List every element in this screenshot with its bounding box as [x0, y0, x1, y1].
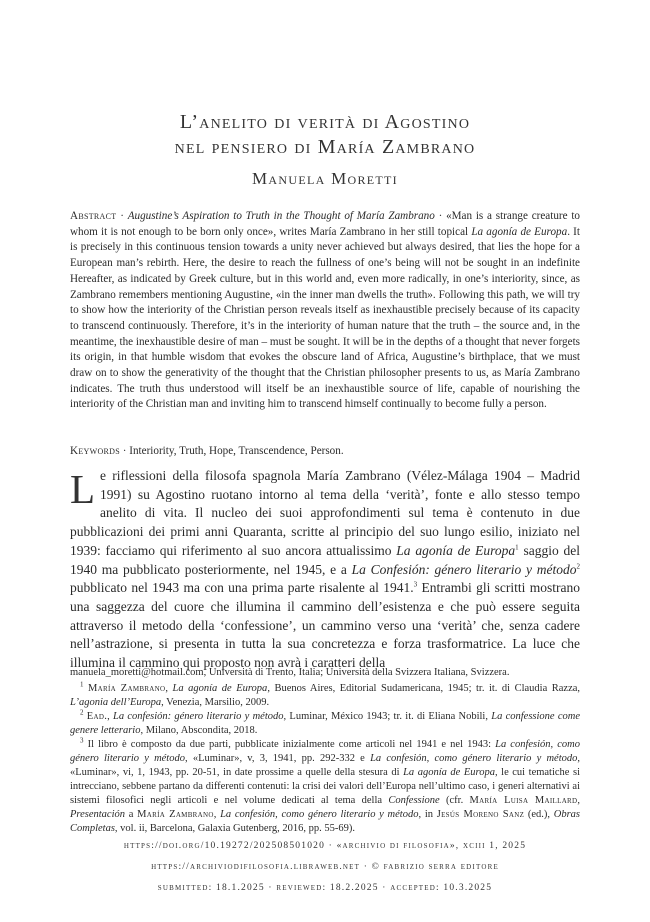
- footnote-3-c: , «Luminar», v, 3, 1941, pp. 292-332 e: [184, 753, 371, 764]
- keywords-text: Interiority, Truth, Hope, Transcendence, Person.: [129, 445, 344, 457]
- article-title-line-2: nel pensiero di María Zambrano: [174, 136, 476, 158]
- abstract-label: Abstract: [70, 210, 117, 222]
- footnote-2-sep: ,: [107, 711, 114, 722]
- footnote-3-e: , «Luminar», vi, 1, 1943, pp. 20-51, in date prossime a quelle della stesura di: [70, 753, 580, 778]
- footnote-2-rest-b: , Milano, Abscondita, 2018.: [140, 725, 258, 736]
- footnote-1-title: La agonía de Europa: [172, 683, 268, 694]
- author-affiliation-note: manuela_moretti@hotmail.com, Università di Trento, Italia; Università della Svizzera Italiana, Svizzera.: [70, 667, 510, 678]
- footnote-3-l: Presentación: [70, 809, 126, 820]
- footnote-3-k: ,: [577, 795, 580, 806]
- body-italic-2: La Confesión: género literario y método: [351, 561, 577, 577]
- footnote-3: [70, 738, 580, 836]
- footnote-3-m: a: [125, 809, 138, 820]
- publisher-url-line[interactable]: https://archiviodifilosofia.libraweb.net · © fabrizio serra editore: [151, 862, 499, 872]
- article-title-line-1: L’anelito di verità di Agostino: [179, 111, 471, 133]
- body-paragraph: [70, 467, 580, 673]
- footnote-2-rest-a: , Luminar, México 1943; tr. it. di Eliana Nobili,: [283, 711, 492, 722]
- footnote-3-number: 3: [80, 736, 84, 745]
- footnote-3-b: La confesión, como género literario y método: [70, 739, 580, 764]
- footnote-1-rest-b: , Venezia, Marsilio, 2009.: [161, 697, 270, 708]
- footnote-3-g: , le cui tematiche si intrecciano, sebbene partano da differenti contenuti: la crisi dei valori dell’Europa nell’ultimo caso, i generi alternativi ai sistemi filosofici negli articoli e nel volume dedicati al tema della: [70, 767, 581, 806]
- body-italic-1: La agonía de Europa: [396, 542, 516, 558]
- footnote-3-r: Jesús Moreno Sanz: [436, 809, 525, 820]
- author-name: Manuela Moretti: [252, 169, 398, 188]
- footnote-3-a: Il libro è composto da due parti, pubblicate inizialmente come articoli nel 1941 e nel 1943:: [83, 739, 496, 750]
- abstract-english-title: Augustine’s Aspiration to Truth in the Thought of María Zambrano: [127, 210, 435, 222]
- footnote-ref-2[interactable]: 2: [576, 562, 580, 571]
- keywords: [70, 445, 580, 457]
- footnote-1-sep: ,: [165, 683, 173, 694]
- footnote-2-number: 2: [80, 708, 84, 717]
- keywords-separator: ·: [120, 445, 130, 457]
- footnotes: [70, 666, 580, 836]
- footnote-3-p: La confesión, como género literario y método: [220, 809, 419, 820]
- footnote-3-j: María Luisa Maillard: [469, 795, 578, 806]
- footnote-3-t: Obras Completas: [70, 809, 581, 834]
- footnote-2-author: Ead.: [86, 711, 108, 722]
- footnote-ref-3[interactable]: 3: [413, 580, 418, 589]
- abstract-separator-2: ·: [434, 210, 447, 222]
- body-text-3: pubblicato nel 1943 ma con una prima parte risalente al 1941.: [70, 580, 414, 596]
- footnote-3-d: La confesión, como género literario y método: [370, 753, 578, 764]
- footnote-1-rest-a: , Buenos Aires, Editorial Sudamericana, 1945; tr. it. di Claudia Razza,: [267, 683, 581, 694]
- drop-cap: L: [70, 466, 96, 512]
- abstract: [70, 209, 580, 413]
- footnote-1-title-it: L’agonia dell’Europa: [70, 697, 162, 708]
- footnote-3-q: , in: [418, 809, 437, 820]
- footnote-2-title: La confesión: género literario y método: [113, 711, 284, 722]
- footnote-3-h: Confessione: [388, 795, 440, 806]
- submission-dates-line: submitted: 18.1.2025 · reviewed: 18.2.2025 · accepted: 10.3.2025: [157, 883, 493, 893]
- footnote-2: [70, 710, 580, 738]
- abstract-separator-1: ·: [116, 210, 128, 222]
- body-text-4: Entrambi gli scritti mostrano una saggezza del cuore che illumina il cammino dell’esistenza e che può essere seguita attraverso il metodo della ‘confessione’, un cammino verso una ‘verità’ che, senza cadere nell’astrazione, si presenta in tutta la sua concretezza e forza trasformatrice. La luce che illumina il cammino qui proposto non avrà i caratteri della: [70, 580, 580, 671]
- footnote-3-o: ,: [213, 809, 221, 820]
- footnote-3-s: (ed.),: [524, 809, 554, 820]
- footnote-3-i: (cfr.: [439, 795, 470, 806]
- footnote-1: [70, 682, 580, 710]
- abstract-book-title: La agonía de Europa: [471, 225, 568, 238]
- footnote-3-u: , vol. ii, Barcelona, Galaxia Gutenberg, 2016, pp. 55-69).: [114, 823, 356, 834]
- keywords-label: Keywords: [70, 445, 120, 457]
- body-text-2: saggio del 1940 ma pubblicato posteriormente, nel 1945, e a: [70, 542, 581, 577]
- footnote-ref-1[interactable]: 1: [515, 543, 519, 552]
- abstract-text-b: . It is precisely in this continuous tension towards a unity never achieved but always desired, that lies the hope for a European man’s rebirth. Here, the desire to reach the fullness of one’s being will not be sought in an indefinite Hereafter, as indicated by Greek culture, but in this world and, even more radically, in one’s interiority, since, as Zambrano remembers mentioning Augustine, «in the inner man dwells the truth». Following this path, we will try to show how the interiority of the Christian person reveals itself as inexhaustible precisely because of its capacity to transcend continuously. Therefore, it’s in the interiority of human nature that the truth – the source and, in the meantime, the inexhaustible desire of man – must be sought. It will be in the depths of a thought that never forgets its origin, in that humble wisdom that evokes the obscure land of Africa, Augustine’s birthplace, that we must draw on to show the generativity of the thought that the Christian philosopher presents to us, as María Zambrano indicates. The truth thus understood will itself be an inexhaustible source of life, capable of nourishing the interiority of the Christian man and inviting him to transcend himself continually to become fully a person.: [70, 225, 580, 411]
- footnote-2-title-it: La confessione come genere letterario: [70, 711, 581, 736]
- footnote-3-n: María Zambrano: [137, 809, 214, 820]
- body-text-1: e riflessioni della filosofa spagnola María Zambrano (Vélez-Málaga 1904 – Madrid 1991) su Agostino ruotano intorno al tema della ‘verità’, fonte e allo stesso tempo anelito di vita. Il nucleo dei suoi approfondimenti sul tema è contenuto in due pubblicazioni dei primi anni Quaranta, scritte al principio del suo lungo esilio, iniziato nel 1939: facciamo qui riferimento al suo ancora attualissimo: [70, 468, 580, 558]
- footnote-1-number: 1: [80, 680, 84, 689]
- footnote-1-author: María Zambrano: [88, 683, 166, 694]
- abstract-text-a: «Man is a strange creature to whom it is not enough to be born only once», writes María Zambrano in her still topical: [70, 210, 580, 238]
- doi-line[interactable]: https://doi.org/10.19272/202508501020 · «archivio di filosofia», xciii 1, 2025: [123, 841, 527, 851]
- footnote-3-f: La agonía de Europa: [403, 767, 495, 778]
